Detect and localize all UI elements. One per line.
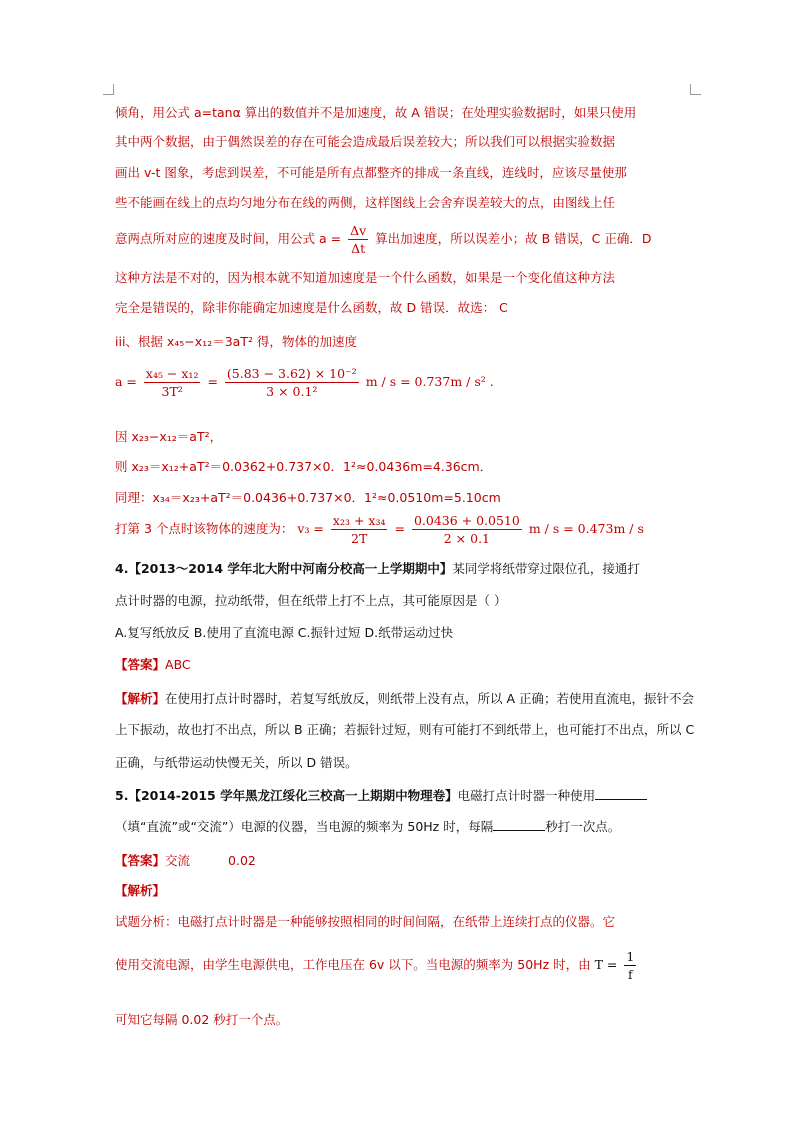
fraction-x23-x34 [331, 512, 388, 547]
analysis-text-line: 可知它每隔 0.02 秒打一个点。 [115, 1012, 289, 1027]
fill-blank [493, 818, 545, 831]
analysis-label: 【解析】 [115, 691, 166, 706]
question-4-text: 某同学将纸带穿过限位孔，接通打 [452, 561, 640, 576]
question-5-text: （填“直流”或“交流”）电源的仪器，当电源的频率为 50Hz 时，每隔 [115, 819, 494, 834]
text-line: 倾角，用公式 a=tanα 算出的数值并不是加速度，故 A 错误；在处理实验数据时，如果只使用 [115, 105, 637, 120]
fraction-denominator: 2T [351, 531, 368, 546]
text-span: T = [594, 957, 618, 972]
text-line: 完全是错误的，除非你能确定加速度是什么函数，故 D 错误．故选： C [115, 300, 508, 315]
analysis-label: 【解析】 [115, 883, 166, 898]
crop-mark-top-right [690, 84, 701, 95]
fraction-values [225, 365, 359, 400]
question-5-text-line [115, 818, 620, 836]
analysis-text-line: 上下振动，故也打不出点，所以 B 正确；若振针过短，则有可能打不到纸带上，也可能打不出点，所以 C [115, 722, 695, 737]
text-span: 算出加速度，所以误差小；故 B 错误，C 正确．D [375, 231, 652, 246]
fraction-numerator: Δv [350, 223, 367, 238]
text-line: 其中两个数据，由于偶然误差的存在可能会造成最后误差较大；所以我们可以根据实验数据 [115, 134, 616, 149]
fraction-denominator: f [628, 967, 633, 982]
text-line: 因 x₂₃−x₁₂＝aT²， [115, 429, 223, 444]
answer-value: 0.02 [228, 853, 256, 868]
question-5-header [115, 787, 647, 805]
text-line: iii、根据 x₄₅−x₁₂＝3aT² 得，物体的加速度 [115, 334, 357, 349]
question-5-answer [115, 852, 256, 870]
analysis-text-line: 试题分析：电磁打点计时器是一种能够按照相同的时间间隔，在纸带上连续打点的仪器。它 [115, 914, 616, 929]
fraction-denominator: Δt [351, 241, 366, 256]
text-span: a = [115, 374, 137, 389]
question-5-analysis-label [115, 882, 165, 900]
analysis-text: 在使用打点计时器时，若复写纸放反，则纸带上没有点，所以 A 正确；若使用直流电，振针不会 [165, 691, 695, 706]
text-span: = [394, 521, 405, 536]
formula-line-accel [115, 222, 652, 257]
fraction-dv-dt [348, 222, 368, 257]
question-4-analysis [115, 690, 694, 708]
text-line: 则 x₂₃＝x₁₂+aT²＝0.0362+0.737×0．1²≈0.0436m=4.36cm． [115, 459, 493, 474]
analysis-formula-line [115, 948, 639, 983]
text-line: 些不能画在线上的点均匀地分布在线的两侧，这样图线上会舍弃误差较大的点，由图线上任 [115, 195, 616, 210]
question-5-text: 电磁打点计时器一种使用 [457, 788, 596, 803]
fraction-numerator: x₂₃ + x₃₄ [332, 513, 386, 528]
text-span: 意两点所对应的速度及时间，用公式 a = [115, 231, 342, 246]
analysis-text: 使用交流电源，由学生电源供电，工作电压在 6v 以下。当电源的频率为 50Hz 时，由 [115, 957, 591, 972]
question-4-source: 4.【2013～2014 学年北大附中河南分校高一上学期期中】 [115, 561, 453, 576]
text-line: 这种方法是不对的，因为根本就不知道加速度是一个什么函数，如果是一个变化值这种方法 [115, 270, 616, 285]
fill-blank [595, 787, 647, 800]
question-4-text-line: 点计时器的电源，拉动纸带，但在纸带上打不上点，其可能原因是（ ） [115, 593, 507, 608]
answer-label: 【答案】 [115, 657, 166, 672]
fraction-denominator: 3T² [161, 384, 183, 399]
text-line: 同理：x₃₄＝x₂₃+aT²＝0.0436+0.737×0．1²≈0.0510m=5.10cm [115, 490, 501, 505]
analysis-text-line: 正确，与纸带运动快慢无关，所以 D 错误。 [115, 755, 358, 770]
text-span: m / s = 0.737m / s² . [365, 374, 494, 389]
crop-mark-top-left [103, 84, 114, 95]
fraction-numerator: 0.0436 + 0.0510 [413, 513, 520, 528]
text-span: 打第 3 个点时该物体的速度为： [115, 521, 294, 536]
fraction-velocity-values [412, 512, 522, 547]
question-5-source: 5.【2014-2015 学年黑龙江绥化三校高一上期期中物理卷】 [115, 788, 458, 803]
text-line: 画出 v-t 图象，考虑到误差，不可能是所有点都整齐的排成一条直线，连线时，应该尽量使那 [115, 165, 627, 180]
question-4-options: A.复写纸放反 B.使用了直流电源 C.振针过短 D.纸带运动过快 [115, 625, 454, 640]
question-4-header [115, 560, 640, 578]
fraction-numerator: x₄₅ − x₁₂ [145, 366, 199, 381]
fraction-denominator: 2 × 0.1 [443, 531, 491, 546]
answer-value: ABC [165, 657, 191, 672]
fraction-numerator: 1 [626, 949, 635, 964]
fraction-denominator: 3 × 0.1² [266, 384, 318, 399]
formula-line-velocity [115, 512, 644, 547]
text-span: v₃ = [297, 521, 324, 536]
fraction-x45-x12 [144, 365, 201, 400]
answer-label: 【答案】 [115, 853, 166, 868]
answer-value: 交流 [165, 853, 191, 868]
text-span: = [207, 374, 218, 389]
formula-line-acceleration [115, 365, 494, 400]
fraction-one-over-f [624, 948, 636, 983]
text-span: m / s = 0.473m / s [528, 521, 644, 536]
fraction-numerator: (5.83 − 3.62) × 10⁻² [226, 366, 357, 381]
question-4-answer [115, 656, 191, 674]
question-5-text: 秒打一次点。 [545, 819, 621, 834]
